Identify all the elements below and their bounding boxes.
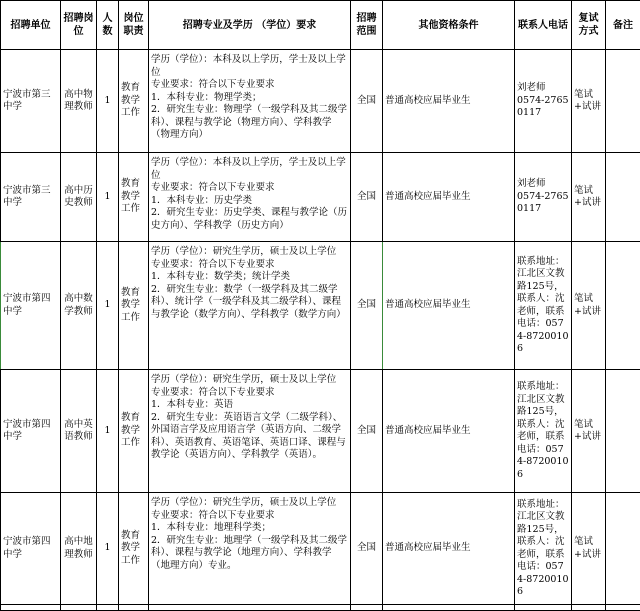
cell-contact: 联系地址：江北区文教路125号，联系人：沈老师，联系电话：0574-87200106: [515, 493, 572, 605]
table-row: [1, 370, 640, 493]
table-row-partial: [1, 605, 640, 611]
cell-scope: 全国: [351, 242, 383, 370]
cell-scope: 全国: [351, 153, 383, 242]
cell-note: [606, 50, 640, 153]
cell-unit: 宁波市第四中学: [1, 370, 61, 493]
cell-count: 1: [97, 50, 119, 153]
cell-scope: 全国: [351, 50, 383, 153]
requirement-text: 学历（学位）：本科及以上学历，学士及以上学位 专业要求：符合以下专业要求 1．本科专业：历史学类 2．研究生专业：历史学类、课程与教学论（历史方向）、学科教学（历史方向）: [151, 157, 348, 231]
cell-unit: 宁波市第三中学: [1, 153, 61, 242]
cell-other: 普通高校应届毕业生: [383, 153, 515, 242]
header-scope: 招聘范围: [351, 1, 383, 50]
cell-note: [606, 242, 640, 370]
cell-unit: 宁波市第四中学: [1, 493, 61, 605]
header-duty: 岗位职责: [119, 1, 149, 50]
cell-post: 高中物理教师: [61, 50, 97, 153]
cell-duty: 教育教学工作: [119, 493, 149, 605]
cell-other: 普通高校应届毕业生: [383, 242, 515, 370]
cell-contact: [515, 153, 572, 242]
header-exam: 复试方式: [572, 1, 606, 50]
cell-other: 普通高校应届毕业生: [383, 50, 515, 153]
header-note: 备注: [606, 1, 640, 50]
cell-requirement: [149, 370, 351, 493]
cell-count: 1: [97, 493, 119, 605]
header-unit: 招聘单位: [1, 1, 61, 50]
cell-exam: 笔试+试讲: [572, 242, 606, 370]
header-count: 人数: [97, 1, 119, 50]
header-requirement: 招聘专业及学历 （学位）要求: [149, 1, 351, 50]
cell-post: 高中历史教师: [61, 153, 97, 242]
header-row: [1, 1, 640, 50]
cell-count: 1: [97, 370, 119, 493]
cell-requirement: [149, 50, 351, 153]
cell-note: [606, 153, 640, 242]
cell-exam: 笔试+试讲: [572, 370, 606, 493]
contact-text: 刘老师 0574-27650117: [517, 178, 569, 215]
table-row: [1, 242, 640, 370]
contact-text: 刘老师 0574-27650117: [517, 82, 569, 119]
requirement-text: 学历（学位）：研究生学历，硕士及以上学位 专业要求：符合以下专业要求 1．本科专业：数学类；统计学类 2．研究生专业：数学（一级学科及其二级学科）、统计学（一级学科及其二级学科）、课程与教学论（数学方向）、学科教学（数学方向）: [151, 246, 346, 320]
cell-duty: 教育教学工作: [119, 370, 149, 493]
cell-duty: 教育教学工作: [119, 153, 149, 242]
cell-count: 1: [97, 242, 119, 370]
cell-count: 1: [97, 153, 119, 242]
cell-contact: 联系地址：江北区文教路125号，联系人：沈老师，联系电话：0574-87200106: [515, 242, 572, 370]
cell-scope: 全国: [351, 493, 383, 605]
cell-requirement: [149, 242, 351, 370]
header-contact: 联系人电话: [515, 1, 572, 50]
cell-scope: 全国: [351, 370, 383, 493]
cell-duty: 教育教学工作: [119, 50, 149, 153]
cell-unit: 宁波市第三中学: [1, 50, 61, 153]
requirement-text: 学历（学位）：研究生学历，硕士及以上学位 专业要求：符合以下专业要求 1．本科专业：英语 2．研究生专业：英语语言文学（二级学科）、外国语言学及应用语言学（英语方向、二级学科）、英语教育、英语笔译、英语口译、课程与教学论（英语方向）、学科教学（英语）。: [151, 374, 346, 460]
cell-contact: 联系地址：江北区文教路125号，联系人：沈老师，联系电话：0574-87200106: [515, 370, 572, 493]
table-row: [1, 493, 640, 605]
cell-exam: 笔试+试讲: [572, 493, 606, 605]
header-post: 招聘岗位: [61, 1, 97, 50]
cell-contact: [515, 50, 572, 153]
table-row: [1, 153, 640, 242]
cell-note: [606, 493, 640, 605]
cell-requirement: [149, 153, 351, 242]
cell-other: 普通高校应届毕业生: [383, 493, 515, 605]
cell-exam: 笔试+试讲: [572, 50, 606, 153]
cell-note: [606, 370, 640, 493]
requirement-text: 学历（学位）：研究生学历，硕士及以上学位 专业要求：符合以下专业要求 1．本科专业：地理科学类； 2．研究生专业：地理学（一级学科及其二级学科）、课程与教学论（地理方向）、学科教学（地理方向）专业。: [151, 497, 348, 571]
header-other: 其他资格条件: [383, 1, 515, 50]
cell-post: 高中数学教师: [61, 242, 97, 370]
cell-requirement: [149, 493, 351, 605]
requirement-text: 学历（学位）：本科及以上学历，学士及以上学位 专业要求：符合以下专业要求 1．本科专业：物理学类； 2．研究生专业：物理学（一级学科及其二级学科）、课程与教学论（物理方向）、学科教学（物理方向）: [151, 54, 348, 140]
cell-unit: 宁波市第四中学: [1, 242, 61, 370]
cell-other: 普通高校应届毕业生: [383, 370, 515, 493]
cell-exam: 笔试+试讲: [572, 153, 606, 242]
cell-post: 高中英语教师: [61, 370, 97, 493]
cell-duty: 教育教学工作: [119, 242, 149, 370]
table-row: [1, 50, 640, 153]
cell-post: 高中地理教师: [61, 493, 97, 605]
